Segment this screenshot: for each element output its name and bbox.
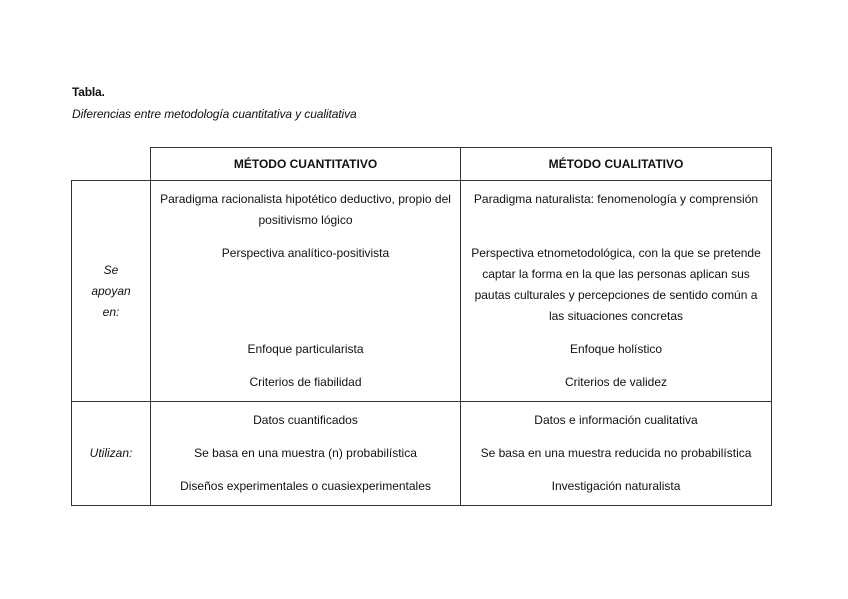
list-item: Criterios de validez [564,375,668,389]
header-cell-empty [72,148,151,181]
list-item: Perspectiva etnometodológica, con la que se pretende captar la forma en la que las personas aplican sus pautas culturales y percepciones de sentido común a las situaciones concretas [471,246,761,323]
comparison-table [71,147,772,506]
list-item: Enfoque particularista [247,342,364,356]
table-header-row [72,148,772,181]
row-label-text: Se apoyan en: [91,262,131,319]
cell-cuantitativo [151,181,461,402]
row-label-utilizan: Utilizan: [72,402,151,506]
list-item: Se basa en una muestra (n) probabilística [194,446,417,460]
header-cualitativo: MÉTODO CUALITATIVO [461,148,772,181]
table-row [72,181,772,402]
list-item: Diseños experimentales o cuasiexperimentales [180,479,431,493]
list-item: Paradigma racionalista hipotético deductivo, propio del positivismo lógico [160,192,451,227]
header-cuantitativo: MÉTODO CUANTITATIVO [151,148,461,181]
list-item: Criterios de fiabilidad [249,375,362,389]
cell-cualitativo [461,181,772,402]
list-item: Perspectiva analítico-positivista [221,246,390,260]
row-label-se-apoyan [72,181,151,402]
list-item: Investigación naturalista [551,479,681,493]
table-caption-subtitle: Diferencias entre metodología cuantitativa y cualitativa [72,107,357,121]
cell-cuantitativo [151,402,461,506]
table-caption-title: Tabla. [72,85,105,99]
table-row [72,402,772,506]
list-item: Datos e información cualitativa [534,413,698,427]
cell-cualitativo [461,402,772,506]
list-item: Datos cuantificados [253,413,358,427]
list-item: Enfoque holístico [569,342,663,356]
list-item: Se basa en una muestra reducida no probabilística [480,446,752,460]
list-item: Paradigma naturalista: fenomenología y comprensión [473,192,759,206]
